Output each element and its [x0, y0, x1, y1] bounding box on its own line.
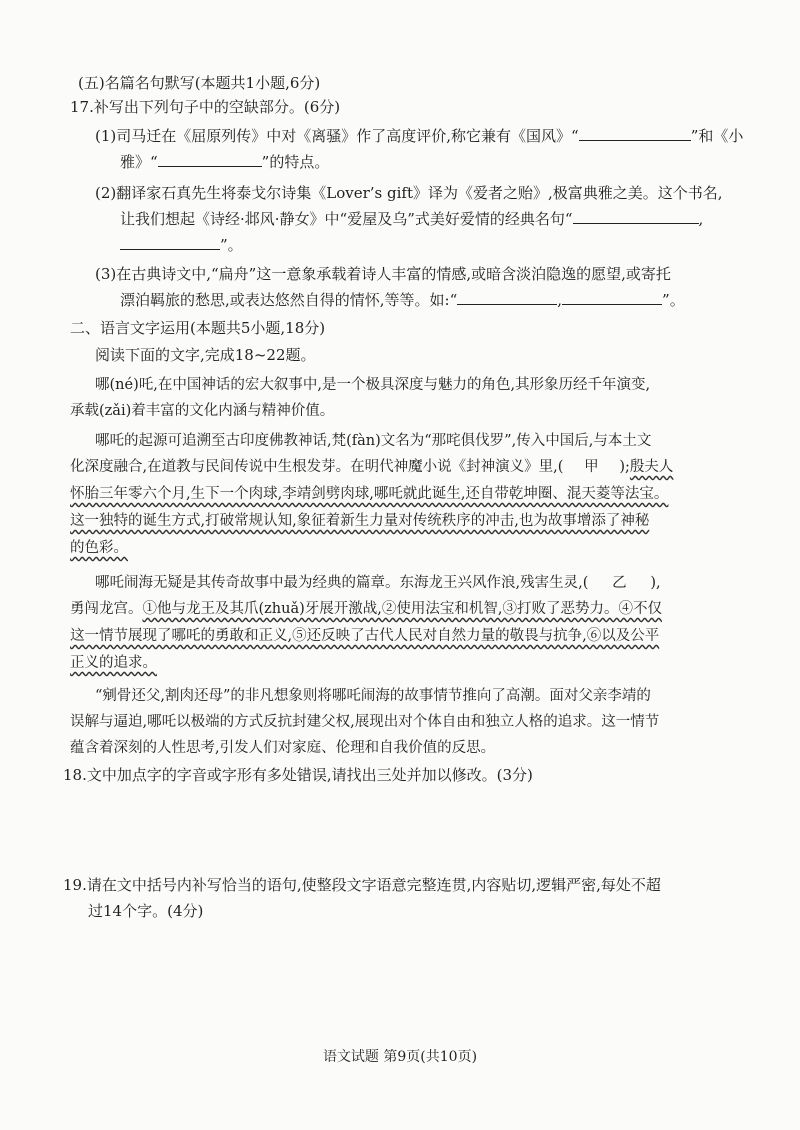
passage-p2-line-5: 的色彩。: [70, 540, 128, 556]
question-17-2-line-2: 让我们想起《诗经·邶风·静女》中“爱屋及乌”式美好爱情的经典名句“ ,: [120, 210, 704, 228]
question-17-1-line-1: (1)司马迁在《屈原列传》中对《离骚》作了高度评价,称它兼有《国风》“ ”和《小: [95, 127, 744, 145]
passage-p2-line-2: 化深度融合,在道教与民间传说中生根发芽。在明代神魔小说《封神演义》里,( 甲 );殷夫人: [70, 459, 674, 475]
question-17-2-line-3: ”。: [120, 235, 243, 255]
answer-blank[interactable]: [579, 126, 691, 141]
question-17-title: 17.补写出下列句子中的空缺部分。(6分): [70, 98, 341, 116]
question-18: 18.文中加点字的字音或字形有多处错误,请找出三处并加以修改。(3分): [63, 766, 533, 784]
question-19-line-1: 19.请在文中括号内补写恰当的语句,使整段文字语意完整连贯,内容贴切,逻辑严密,每处不超: [63, 876, 661, 894]
blank-marker-yi: 乙: [612, 575, 627, 591]
passage-p2-line-3: 怀胎三年零六个月,生下一个肉球,李靖剑劈肉球,哪吒就此诞生,还自带乾坤圈、混天菱等法宝。: [70, 486, 669, 502]
answer-blank[interactable]: [562, 290, 662, 305]
question-17-3-line-2: 漂泊羁旅的愁思,或表达悠然自得的情怀,等等。如:“ , ”。: [120, 291, 685, 309]
answer-blank[interactable]: [158, 152, 262, 167]
passage-p3-line-1: 哪吒闹海无疑是其传奇故事中最为经典的篇章。东海龙王兴风作浪,残害生灵,( 乙 ),: [95, 575, 661, 591]
passage-p4-line-3: 蕴含着深刻的人性思考,引发人们对家庭、伦理和自我价值的反思。: [70, 740, 496, 756]
question-19-line-2: 过14个字。(4分): [88, 902, 204, 920]
passage-p1-line-2: 承载(zǎi)着丰富的文化内涵与精神价值。: [70, 403, 335, 419]
section-heading-2: 二、语言文字运用(本题共5小题,18分): [70, 319, 326, 337]
page-footer: 语文试题 第9页(共10页): [322, 1049, 478, 1065]
passage-p4-line-1: “剜骨还父,割肉还母”的非凡想象则将哪吒闹海的故事情节推向了高潮。面对父亲李靖的: [95, 688, 651, 704]
blank-marker-jia: 甲: [584, 459, 599, 475]
passage-p2-line-4: 这一独特的诞生方式,打破常规认知,象征着新生力量对传统秩序的冲击,也为故事增添了神秘: [70, 513, 650, 529]
reading-intro: 阅读下面的文字,完成18~22题。: [95, 346, 316, 364]
answer-blank[interactable]: [457, 290, 557, 305]
section-heading-5: (五)名篇名句默写(本题共1小题,6分): [78, 74, 321, 92]
answer-blank[interactable]: [120, 235, 220, 250]
passage-p2-line-1: 哪吒的起源可追溯至古印度佛教神话,梵(fàn)文名为“那咤俱伐罗”,传入中国后,与本土文: [95, 433, 652, 449]
question-17-1-line-2: 雅》“ ”的特点。: [120, 153, 330, 171]
passage-p3-line-4: 正义的追求。: [70, 655, 157, 671]
question-17-3-line-1: (3)在古典诗文中,“扁舟”这一意象承载着诗人丰富的情感,或暗含淡泊隐逸的愿望,或寄托: [95, 265, 671, 283]
passage-p3-line-3: 这一情节展现了哪吒的勇敢和正义,⑤还反映了古代人民对自然力量的敬畏与抗争,⑥以及公平: [70, 628, 660, 644]
passage-p4-line-2: 误解与逼迫,哪吒以极端的方式反抗封建父权,展现出对个体自由和独立人格的追求。这一情节: [70, 714, 660, 730]
question-17-2-line-1: (2)翻译家石真先生将泰戈尔诗集《Lover’s gift》译为《爱者之贻》,极富典雅之美。这个书名,: [95, 184, 723, 202]
passage-p1-line-1: 哪(né)吒,在中国神话的宏大叙事中,是一个极具深度与魅力的角色,其形象历经千年演变,: [95, 377, 651, 393]
passage-p3-line-2: 勇闯龙宫。①他与龙王及其爪(zhuǎ)牙展开激战,②使用法宝和机智,③打败了恶势力。④不仅: [70, 601, 662, 617]
answer-blank[interactable]: [573, 209, 699, 224]
